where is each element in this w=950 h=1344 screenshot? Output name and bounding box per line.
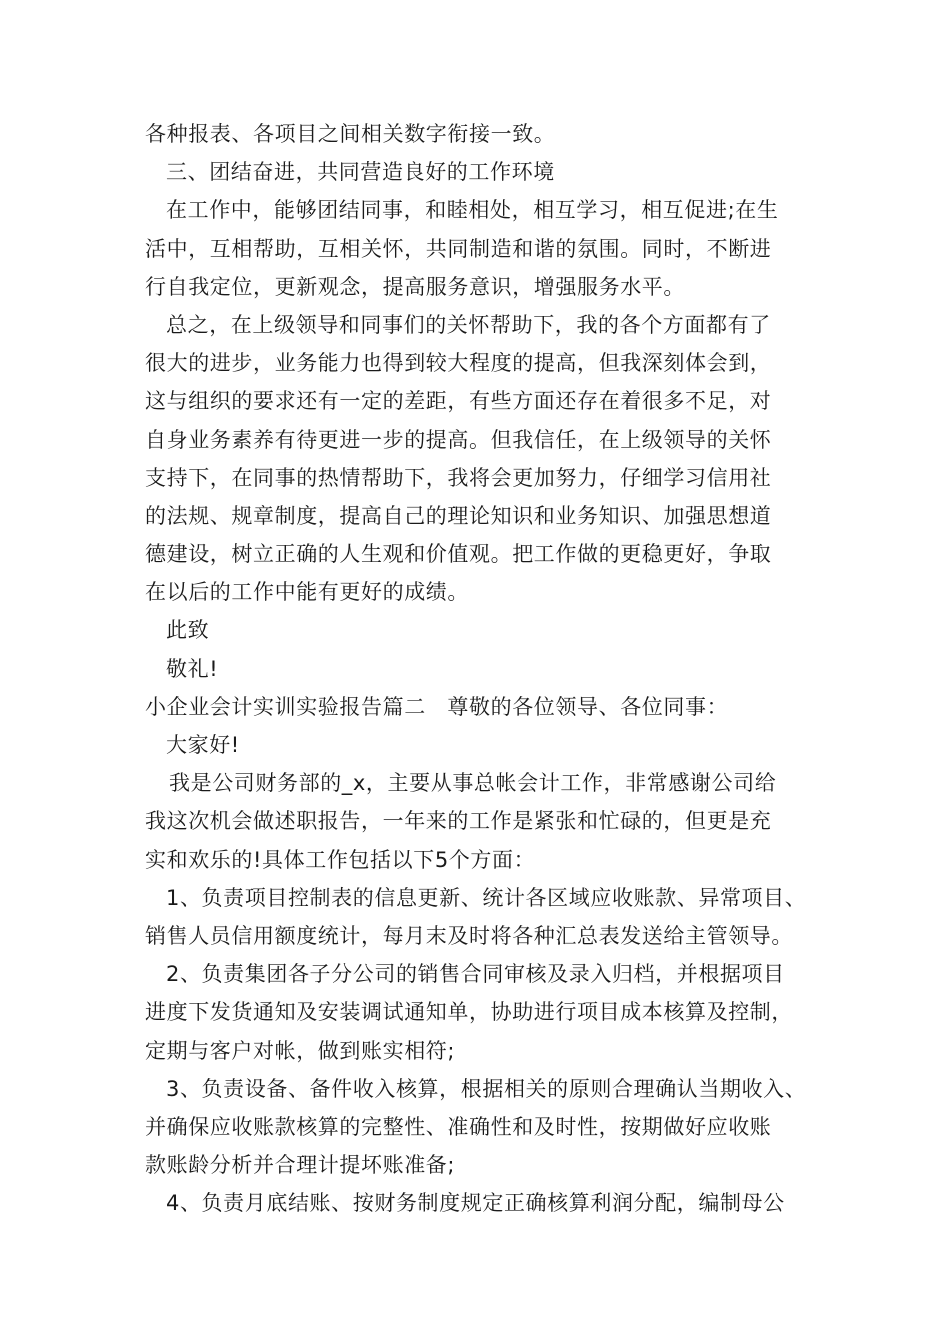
text-line: 支持下，在同事的热情帮助下，我将会更加努力，仔细学习信用社 xyxy=(145,465,772,490)
text-line: 销售人员信用额度统计，每月末及时将各种汇总表发送给主管领导。 xyxy=(145,923,793,948)
text-line: 我这次机会做述职报告，一年来的工作是紧张和忙碌的，但更是充 xyxy=(145,809,772,834)
closing-line: 此致 xyxy=(166,618,210,643)
list-item: 1、负责项目控制表的信息更新、统计各区域应收账款、异常项目、 xyxy=(166,885,807,910)
text-line: 在以后的工作中能有更好的成绩。 xyxy=(145,580,469,605)
section-title: 小企业会计实训实验报告篇二 尊敬的各位领导、各位同事： xyxy=(145,694,729,719)
document-body xyxy=(145,115,825,1222)
text-line: 实和欢乐的!具体工作包括以下5个方面： xyxy=(145,847,536,872)
text-line: 定期与客户对帐，做到账实相符; xyxy=(145,1038,456,1063)
list-item: 3、负责设备、备件收入核算，根据相关的原则合理确认当期收入、 xyxy=(166,1076,807,1101)
text-line: 总之，在上级领导和同事们的关怀帮助下，我的各个方面都有了 xyxy=(166,312,771,337)
text-line: 活中，互相帮助，互相关怀，共同制造和谐的氛围。同时，不断进 xyxy=(145,236,772,261)
text-line: 很大的进步，业务能力也得到较大程度的提高，但我深刻体会到， xyxy=(145,351,772,376)
text-line: 的法规、规章制度，提高自己的理论知识和业务知识、加强思想道 xyxy=(145,503,772,528)
text-line: 行自我定位，更新观念，提高服务意识，增强服务水平。 xyxy=(145,274,685,299)
greeting-line: 大家好! xyxy=(166,733,240,757)
section-heading: 三、团结奋进，共同营造良好的工作环境 xyxy=(166,160,555,185)
list-item: 2、负责集团各子分公司的销售合同审核及录入归档，并根据项目 xyxy=(166,962,785,987)
text-line: 进度下发货通知及安装调试通知单，协助进行项目成本核算及控制， xyxy=(145,1000,793,1025)
text-line: 德建设，树立正确的人生观和价值观。把工作做的更稳更好，争取 xyxy=(145,542,772,567)
text-line: 在工作中，能够团结同事，和睦相处，相互学习，相互促进;在生 xyxy=(166,198,779,223)
text-line: 我是公司财务部的_x，主要从事总帐会计工作，非常感谢公司给 xyxy=(169,771,777,796)
list-item: 4、负责月底结账、按财务制度规定正确核算利润分配，编制母公 xyxy=(166,1191,785,1216)
text-line: 并确保应收账款核算的完整性、准确性和及时性，按期做好应收账 xyxy=(145,1114,772,1139)
text-line: 这与组织的要求还有一定的差距，有些方面还存在着很多不足，对 xyxy=(145,389,772,414)
closing-line: 敬礼! xyxy=(166,656,219,681)
text-line: 自身业务素养有待更进一步的提高。但我信任，在上级领导的关怀 xyxy=(145,427,772,452)
text-line: 款账龄分析并合理计提坏账准备; xyxy=(145,1153,456,1178)
text-line: 各种报表、各项目之间相关数字衔接一致。 xyxy=(145,122,556,146)
